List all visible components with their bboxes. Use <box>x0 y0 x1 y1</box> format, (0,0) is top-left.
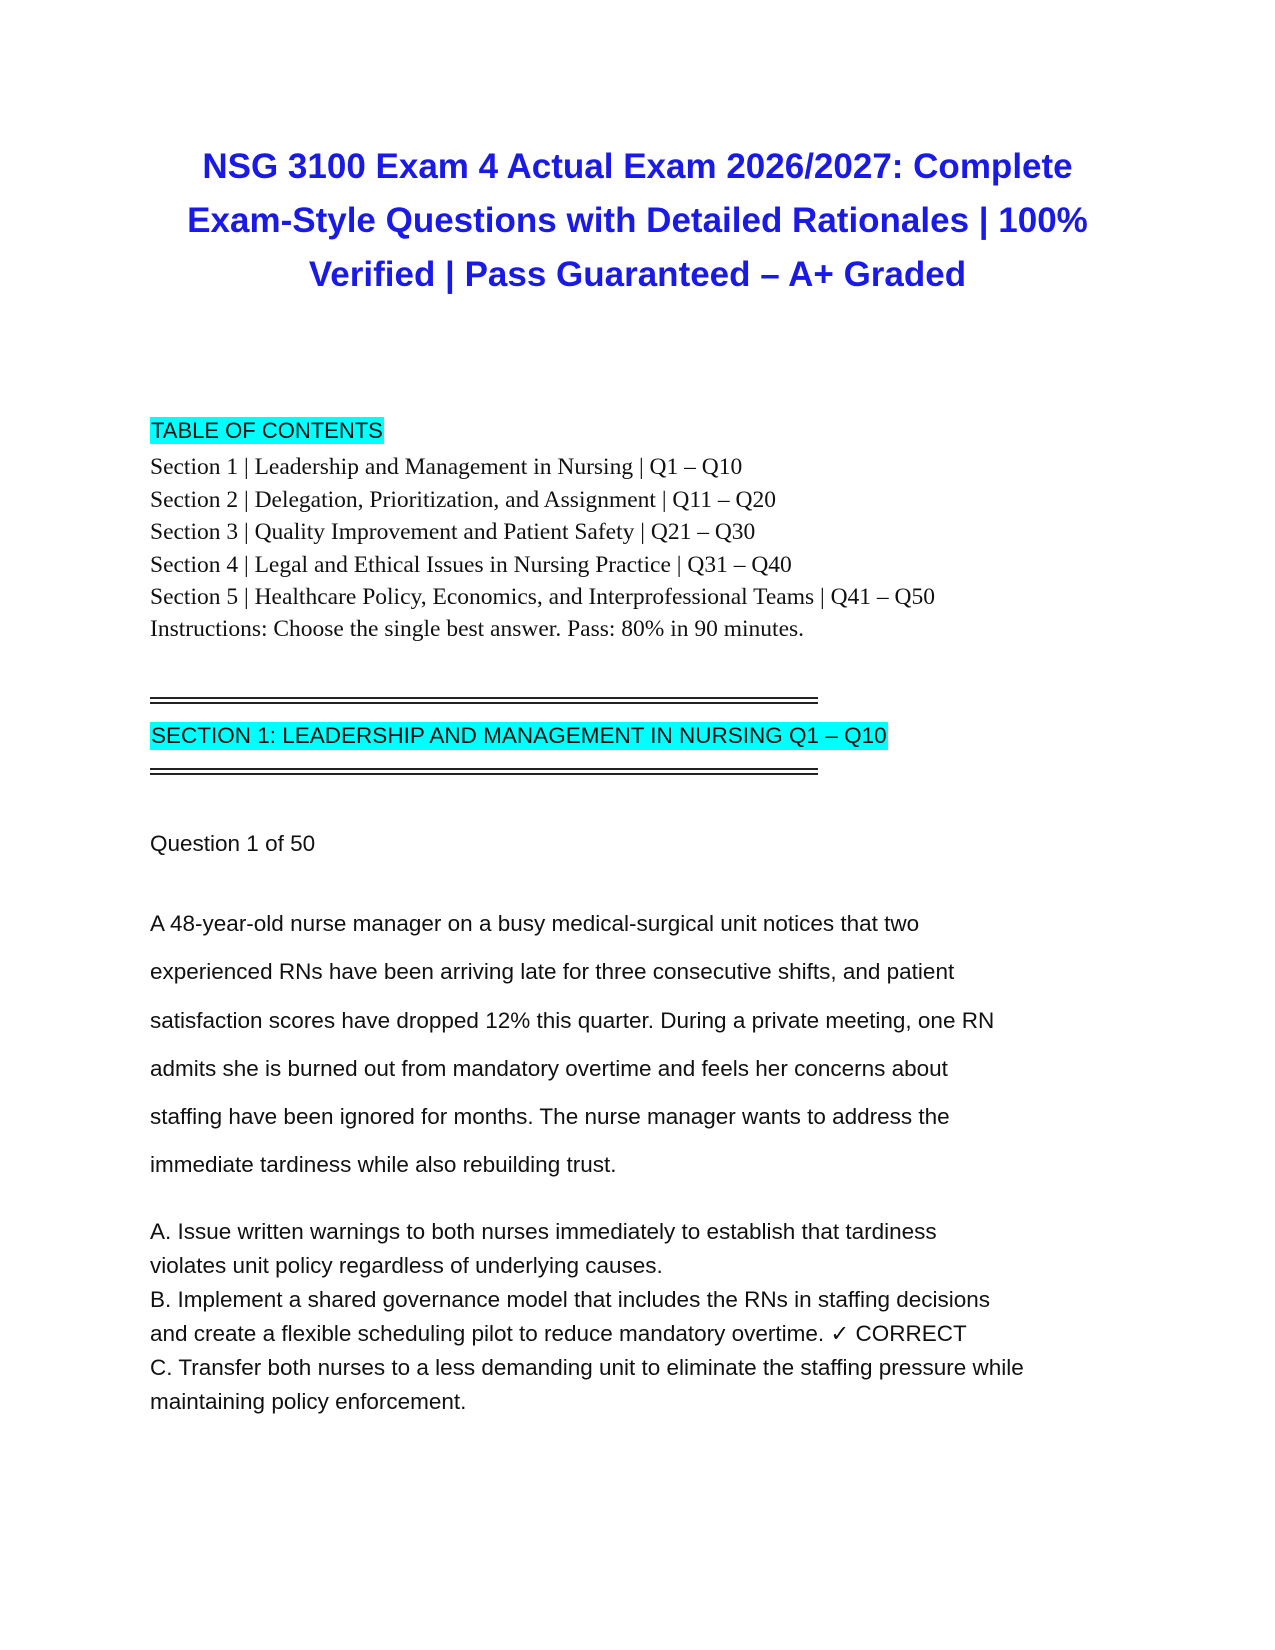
stem-line: A 48-year-old nurse manager on a busy medical-surgical unit notices that two <box>150 911 920 936</box>
exam-instructions: Instructions: Choose the single best answer. Pass: 80% in 90 minutes. <box>150 616 805 642</box>
stem-line: staffing have been ignored for months. The nurse manager wants to address the <box>150 1104 950 1130</box>
option-c-line-1: C. Transfer both nurses to a less demanding unit to eliminate the staffing pressure while <box>150 1355 1024 1380</box>
correct-answer-label: CORRECT <box>855 1321 967 1346</box>
option-b-line-2 <box>150 1317 1130 1351</box>
title-line-2: Exam-Style Questions with Detailed Rationales | 100% <box>187 201 1088 240</box>
question-number-label: Question 1 of 50 <box>150 831 316 856</box>
document-title <box>130 140 1145 302</box>
double-rule-divider <box>150 697 818 704</box>
toc-item-section-2: Section 2 | Delegation, Prioritization, and Assignment | Q11 – Q20 <box>150 486 776 513</box>
checkmark-icon: ✓ <box>830 1321 850 1347</box>
toc-item-section-1: Section 1 | Leadership and Management in Nursing | Q1 – Q10 <box>150 454 743 480</box>
option-b-line-1: B. Implement a shared governance model that includes the RNs in staffing decisions <box>150 1287 991 1312</box>
toc-heading: TABLE OF CONTENTS <box>151 418 383 443</box>
stem-line: admits she is burned out from mandatory overtime and feels her concerns about <box>150 1055 948 1081</box>
option-a-line-1: A. Issue written warnings to both nurses immediately to establish that tardiness <box>150 1219 937 1244</box>
toc-item-section-5: Section 5 | Healthcare Policy, Economics, and Interprofessional Teams | Q41 – Q50 <box>150 584 936 610</box>
option-a-line-2: violates unit policy regardless of underlying causes. <box>150 1253 663 1278</box>
option-c-line-2: maintaining policy enforcement. <box>150 1389 467 1414</box>
toc-item-section-4: Section 4 | Legal and Ethical Issues in Nursing Practice | Q31 – Q40 <box>150 551 792 578</box>
section-heading: SECTION 1: LEADERSHIP AND MANAGEMENT IN NURSING Q1 – Q10 <box>151 723 887 748</box>
stem-line: immediate tardiness while also rebuilding trust. <box>150 1152 617 1178</box>
stem-line: experienced RNs have been arriving late for three consecutive shifts, and patient <box>150 959 955 985</box>
toc-list <box>150 451 935 614</box>
stem-line: satisfaction scores have dropped 12% this quarter. During a private meeting, one RN <box>150 1007 995 1033</box>
option-b-text: and create a flexible scheduling pilot to reduce mandatory overtime. <box>150 1321 825 1346</box>
double-rule-divider <box>150 768 818 775</box>
answer-options <box>150 1215 1130 1419</box>
question-stem <box>150 900 1100 1190</box>
title-line-3: Verified | Pass Guaranteed – A+ Graded <box>308 255 967 294</box>
title-line-1: NSG 3100 Exam 4 Actual Exam 2026/2027: Complete <box>202 147 1073 186</box>
toc-item-section-3: Section 3 | Quality Improvement and Patient Safety | Q21 – Q30 <box>150 519 756 545</box>
